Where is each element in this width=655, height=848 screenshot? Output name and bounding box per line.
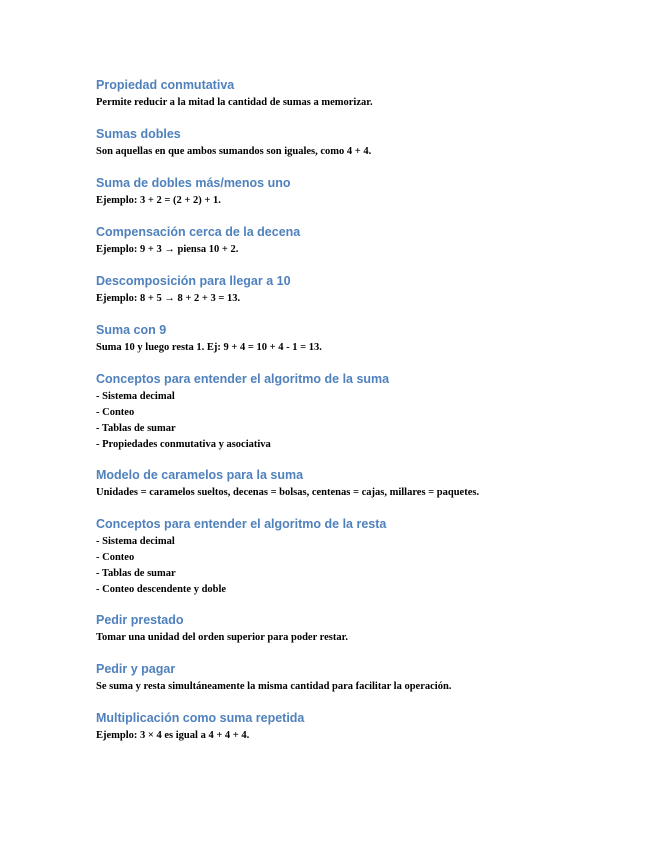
list-item: - Conteo: [96, 552, 135, 563]
section-pedir-prestado: [96, 612, 616, 646]
section-heading: Conceptos para entender el algoritmo de la suma: [96, 372, 390, 386]
section-dobles-mas-menos-uno: [96, 175, 616, 209]
section-text: Ejemplo: 3 × 4 es igual a 4 + 4 + 4.: [96, 730, 250, 741]
list-item: - Sistema decimal: [96, 536, 175, 547]
section-heading: Modelo de caramelos para la suma: [96, 468, 304, 482]
section-algoritmo-suma: [96, 371, 616, 453]
section-algoritmo-resta: [96, 516, 616, 598]
section-text: Se suma y resta simultáneamente la misma cantidad para facilitar la operación.: [96, 681, 452, 692]
section-text: Ejemplo: 9 + 3 → piensa 10 + 2.: [96, 244, 239, 255]
section-text: Suma 10 y luego resta 1. Ej: 9 + 4 = 10 + 4 - 1 = 13.: [96, 342, 322, 353]
concept-list: [96, 389, 616, 453]
list-item: - Tablas de sumar: [96, 423, 176, 434]
section-suma-con-9: [96, 322, 616, 356]
section-heading: Suma de dobles más/menos uno: [96, 176, 291, 190]
section-text: Unidades = caramelos sueltos, decenas = bolsas, centenas = cajas, millares = paquetes.: [96, 487, 480, 498]
section-heading: Descomposición para llegar a 10: [96, 274, 291, 288]
section-heading: Suma con 9: [96, 323, 167, 337]
section-pedir-y-pagar: [96, 661, 616, 695]
section-heading: Compensación cerca de la decena: [96, 225, 301, 239]
section-text: Tomar una unidad del orden superior para poder restar.: [96, 632, 348, 643]
section-heading: Conceptos para entender el algoritmo de la resta: [96, 517, 387, 531]
document-page: [96, 77, 616, 744]
list-item: - Conteo descendente y doble: [96, 584, 227, 595]
section-text: Ejemplo: 3 + 2 = (2 + 2) + 1.: [96, 195, 221, 206]
section-heading: Pedir prestado: [96, 613, 184, 627]
section-text: Ejemplo: 8 + 5 → 8 + 2 + 3 = 13.: [96, 293, 241, 304]
section-modelo-caramelos: [96, 467, 616, 501]
section-heading: Sumas dobles: [96, 127, 181, 141]
list-item: - Propiedades conmutativa y asociativa: [96, 439, 271, 450]
section-multiplicacion: [96, 710, 616, 744]
section-compensacion: [96, 224, 616, 258]
section-text: Son aquellas en que ambos sumandos son iguales, como 4 + 4.: [96, 146, 372, 157]
section-sumas-dobles: [96, 126, 616, 160]
section-heading: Multiplicación como suma repetida: [96, 711, 305, 725]
section-text: Permite reducir a la mitad la cantidad de sumas a memorizar.: [96, 97, 373, 108]
list-item: - Sistema decimal: [96, 391, 175, 402]
section-propiedad-conmutativa: [96, 77, 616, 111]
list-item: - Tablas de sumar: [96, 568, 176, 579]
section-descomposicion: [96, 273, 616, 307]
list-item: - Conteo: [96, 407, 135, 418]
section-heading: Pedir y pagar: [96, 662, 176, 676]
concept-list: [96, 534, 616, 598]
section-heading: Propiedad conmutativa: [96, 78, 235, 92]
